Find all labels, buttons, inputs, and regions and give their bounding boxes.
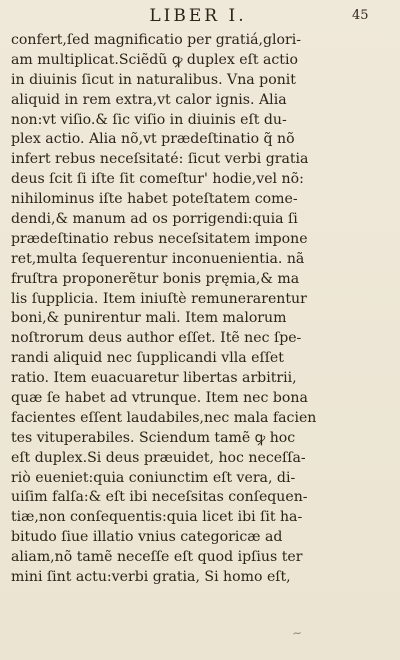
text-line: nihilominus iſte habet poteſtatem come-: [11, 191, 298, 208]
text-line: non:vt viſio.& ſic viſio in diuinis eſt du-: [11, 111, 287, 128]
text-line: tiæ,non conſequentis:quia licet ibi ſit ha-: [11, 509, 303, 526]
text-line: dendi,& manum ad os porrigendi:quia ſi: [11, 211, 298, 228]
page-number: 45: [352, 8, 369, 23]
text-line: randi aliquid nec ſupplicandi vlla eſſet: [11, 350, 284, 367]
text-line: facientes eſſent laudabiles,nec mala facien: [11, 409, 317, 426]
text-line: am multiplicat.Sciẽdũ ꝙ duplex eſt actio: [11, 51, 298, 68]
text-line: infert rebus neceſsitaté: ſicut verbi gratia: [11, 151, 309, 168]
text-line: fruſtra proponerẽtur bonis pręmia,& ma: [11, 270, 300, 287]
text-line: eſt duplex.Si deus præuidet, hoc neceſſa-: [11, 449, 306, 466]
text-line: bitudo ſiue illatio vnius categoricæ ad: [11, 529, 283, 546]
text-line: mini ſint actu:verbi gratia, Si homo eſt,: [11, 569, 291, 586]
text-line: boni,& punirentur mali. Item malorum: [11, 310, 287, 327]
text-line: riò eueniet:quia coniunctim eſt vera, di-: [11, 469, 296, 486]
text-line: ret,multa ſequerentur inconuenientia. nã: [11, 250, 305, 267]
text-line: aliam,nõ tamẽ neceſſe eſt quod ipſius ter: [11, 549, 303, 566]
text-line: uiſim falſa:& eſt ibi neceſsitas conſequen-: [11, 489, 308, 506]
text-line: in diuinis ſicut in naturalibus. Vna ponit: [11, 71, 296, 88]
running-head: LIBER I.: [149, 6, 247, 26]
body-text: [11, 31, 393, 588]
text-line: deus ſcit ſi iſte ſit comeſtur' hodie,vel nõ:: [11, 171, 304, 188]
footer-ornament: ~: [291, 625, 303, 641]
text-line: tes vituperabiles. Sciendum tamẽ ꝙ hoc: [11, 429, 296, 446]
text-line: prædeſtinatio rebus neceſsitatem impone: [11, 230, 308, 247]
text-line: ratio. Item euacuaretur libertas arbitrii,: [11, 370, 297, 387]
text-line: aliquid in rem extra,vt calor ignis. Alia: [11, 91, 287, 108]
text-line: plex actio. Alia nõ,vt prædeſtinatio q̃ nõ: [11, 131, 295, 148]
text-line: quæ ſe habet ad vtrunque. Item nec bona: [11, 390, 308, 407]
text-line: noſtrorum deus author eſſet. Itẽ nec ſpe-: [11, 330, 302, 347]
text-line: lis ſupplicia. Item iniuſtè remunerarentur: [11, 290, 307, 307]
page-header: [0, 6, 400, 28]
text-line: confert,ſed magnificatio per gratiá,glori-: [11, 32, 301, 48]
